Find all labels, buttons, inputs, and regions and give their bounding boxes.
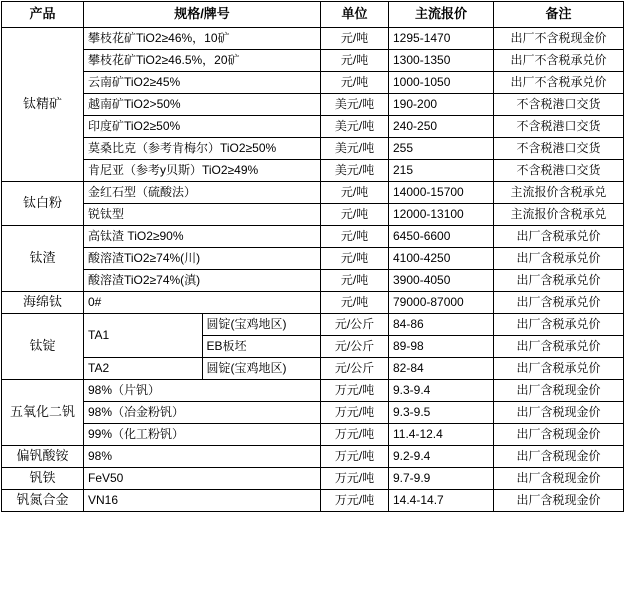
spec-cell: 98%（片钒） — [84, 380, 321, 402]
table-row — [2, 248, 624, 270]
spec-cell: 高钛渣 TiO2≥90% — [84, 226, 321, 248]
unit-cell: 元/吨 — [321, 292, 389, 314]
note-cell: 出厂含税承兑价 — [494, 270, 624, 292]
spec-cell: 锐钛型 — [84, 204, 321, 226]
unit-cell: 万元/吨 — [321, 446, 389, 468]
note-cell: 主流报价含税承兑 — [494, 182, 624, 204]
header-price: 主流报价 — [389, 2, 494, 28]
note-cell: 出厂含税承兑价 — [494, 314, 624, 336]
note-cell: 出厂含税现金价 — [494, 380, 624, 402]
price-cell: 84-86 — [389, 314, 494, 336]
unit-cell: 元/吨 — [321, 248, 389, 270]
table-row — [2, 72, 624, 94]
note-cell: 出厂含税现金价 — [494, 446, 624, 468]
price-cell: 6450-6600 — [389, 226, 494, 248]
grade-cell: TA1 — [84, 314, 203, 358]
price-cell: 1295-1470 — [389, 28, 494, 50]
price-cell: 11.4-12.4 — [389, 424, 494, 446]
note-cell: 出厂含税承兑价 — [494, 248, 624, 270]
price-cell: 82-84 — [389, 358, 494, 380]
header-product: 产品 — [2, 2, 84, 28]
note-cell: 出厂不含税承兑价 — [494, 50, 624, 72]
note-cell: 主流报价含税承兑 — [494, 204, 624, 226]
spec-cell: 0# — [84, 292, 321, 314]
spec-cell: 酸溶渣TiO2≥74%(滇) — [84, 270, 321, 292]
unit-cell: 元/吨 — [321, 226, 389, 248]
table-row — [2, 116, 624, 138]
table-row — [2, 402, 624, 424]
note-cell: 出厂含税承兑价 — [494, 292, 624, 314]
spec-cell: FeV50 — [84, 468, 321, 490]
unit-cell: 元/公斤 — [321, 314, 389, 336]
note-cell: 出厂含税承兑价 — [494, 336, 624, 358]
price-cell: 190-200 — [389, 94, 494, 116]
table-header-row — [2, 2, 624, 28]
unit-cell: 万元/吨 — [321, 380, 389, 402]
unit-cell: 万元/吨 — [321, 402, 389, 424]
unit-cell: 元/吨 — [321, 72, 389, 94]
unit-cell: 元/吨 — [321, 270, 389, 292]
unit-cell: 元/吨 — [321, 204, 389, 226]
price-cell: 9.2-9.4 — [389, 446, 494, 468]
table-row — [2, 226, 624, 248]
table-row — [2, 358, 624, 380]
price-cell: 4100-4250 — [389, 248, 494, 270]
table-row — [2, 50, 624, 72]
note-cell: 出厂含税现金价 — [494, 468, 624, 490]
price-cell: 9.3-9.4 — [389, 380, 494, 402]
spec-cell: 98% — [84, 446, 321, 468]
spec-cell: 越南矿TiO2>50% — [84, 94, 321, 116]
header-note: 备注 — [494, 2, 624, 28]
note-cell: 出厂含税承兑价 — [494, 358, 624, 380]
table-row — [2, 28, 624, 50]
category-cell: 五氧化二钒 — [2, 380, 84, 446]
table-row — [2, 424, 624, 446]
spec-cell: 莫桑比克（参考肯梅尔）TiO2≥50% — [84, 138, 321, 160]
unit-cell: 美元/吨 — [321, 138, 389, 160]
note-cell: 出厂含税现金价 — [494, 490, 624, 512]
table-row — [2, 204, 624, 226]
price-cell: 12000-13100 — [389, 204, 494, 226]
note-cell: 不含税港口交货 — [494, 94, 624, 116]
price-cell: 89-98 — [389, 336, 494, 358]
unit-cell: 万元/吨 — [321, 468, 389, 490]
note-cell: 出厂含税现金价 — [494, 402, 624, 424]
table-body — [2, 28, 624, 512]
price-table — [1, 1, 624, 512]
category-cell: 钛白粉 — [2, 182, 84, 226]
unit-cell: 万元/吨 — [321, 424, 389, 446]
unit-cell: 元/吨 — [321, 28, 389, 50]
table-row — [2, 468, 624, 490]
price-cell: 255 — [389, 138, 494, 160]
price-cell: 1000-1050 — [389, 72, 494, 94]
header-spec: 规格/牌号 — [84, 2, 321, 28]
unit-cell: 元/公斤 — [321, 336, 389, 358]
price-cell: 3900-4050 — [389, 270, 494, 292]
spec-cell: 99%（化工粉钒） — [84, 424, 321, 446]
price-cell: 14.4-14.7 — [389, 490, 494, 512]
table-row — [2, 314, 624, 336]
table-row — [2, 380, 624, 402]
note-cell: 不含税港口交货 — [494, 160, 624, 182]
unit-cell: 美元/吨 — [321, 94, 389, 116]
price-cell: 1300-1350 — [389, 50, 494, 72]
category-cell: 海绵钛 — [2, 292, 84, 314]
price-cell: 14000-15700 — [389, 182, 494, 204]
grade-cell: TA2 — [84, 358, 203, 380]
price-cell: 240-250 — [389, 116, 494, 138]
table-row — [2, 160, 624, 182]
note-cell: 出厂含税承兑价 — [494, 226, 624, 248]
category-cell: 偏钒酸铵 — [2, 446, 84, 468]
spec-cell: 圆锭(宝鸡地区) — [202, 314, 321, 336]
spec-cell: 圆锭(宝鸡地区) — [202, 358, 321, 380]
price-cell: 215 — [389, 160, 494, 182]
unit-cell: 元/吨 — [321, 50, 389, 72]
spec-cell: 印度矿TiO2≥50% — [84, 116, 321, 138]
category-cell: 钒铁 — [2, 468, 84, 490]
table-row — [2, 270, 624, 292]
note-cell: 出厂不含税承兑价 — [494, 72, 624, 94]
spec-cell: 98%（冶金粉钒） — [84, 402, 321, 424]
unit-cell: 美元/吨 — [321, 160, 389, 182]
table-row — [2, 292, 624, 314]
category-cell: 钒氮合金 — [2, 490, 84, 512]
unit-cell: 元/吨 — [321, 182, 389, 204]
table-row — [2, 446, 624, 468]
unit-cell: 万元/吨 — [321, 490, 389, 512]
spec-cell: 酸溶渣TiO2≥74%(川) — [84, 248, 321, 270]
spec-cell: 金红石型（硫酸法） — [84, 182, 321, 204]
table-header — [2, 2, 624, 28]
table-row — [2, 182, 624, 204]
category-cell: 钛锭 — [2, 314, 84, 380]
table-row — [2, 138, 624, 160]
note-cell: 不含税港口交货 — [494, 138, 624, 160]
spec-cell: 攀枝花矿TiO2≥46%，10矿 — [84, 28, 321, 50]
note-cell: 出厂不含税现金价 — [494, 28, 624, 50]
table-row — [2, 490, 624, 512]
spec-cell: 云南矿TiO2≥45% — [84, 72, 321, 94]
note-cell: 出厂含税现金价 — [494, 424, 624, 446]
spec-cell: EB板坯 — [202, 336, 321, 358]
category-cell: 钛渣 — [2, 226, 84, 292]
note-cell: 不含税港口交货 — [494, 116, 624, 138]
price-cell: 79000-87000 — [389, 292, 494, 314]
header-unit: 单位 — [321, 2, 389, 28]
unit-cell: 美元/吨 — [321, 116, 389, 138]
category-cell: 钛精矿 — [2, 28, 84, 182]
table-row — [2, 94, 624, 116]
price-cell: 9.7-9.9 — [389, 468, 494, 490]
spec-cell: 攀枝花矿TiO2≥46.5%，20矿 — [84, 50, 321, 72]
spec-cell: VN16 — [84, 490, 321, 512]
price-cell: 9.3-9.5 — [389, 402, 494, 424]
unit-cell: 元/公斤 — [321, 358, 389, 380]
spec-cell: 肯尼亚（参考у贝斯）TiO2≥49% — [84, 160, 321, 182]
